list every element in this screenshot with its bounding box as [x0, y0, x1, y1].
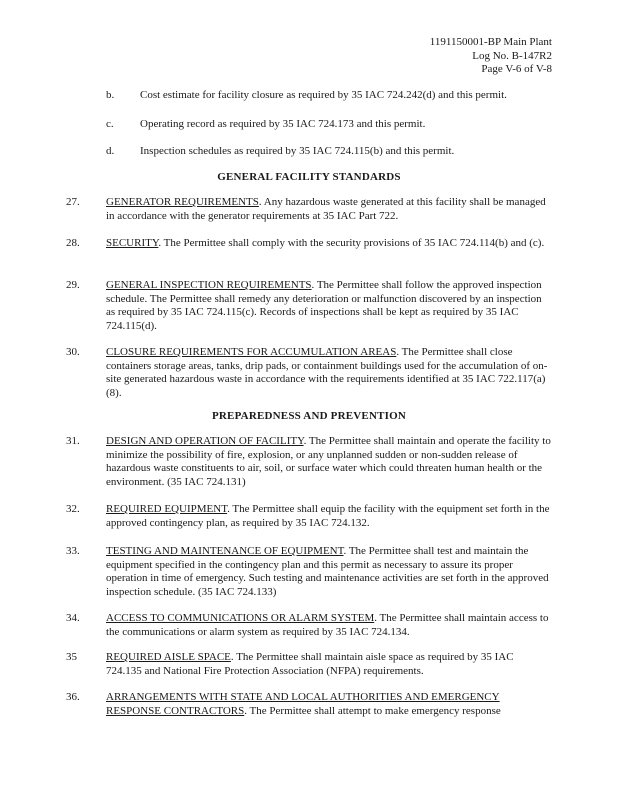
item-text: . The Permittee shall maintain and operate the facility to minimize the possibility of fire, explosion, or any unplanned sudden or non-sudden release of hazardous waste constituents to air, soil, or surface water which could threaten human health or the environment. (35 IAC 724.131)	[106, 435, 551, 488]
section-heading-preparedness: PREPAREDNESS AND PREVENTION	[211, 410, 407, 422]
page-header	[430, 36, 552, 77]
header-log-number: Log No. B-147R2	[472, 49, 552, 62]
item-body	[106, 691, 552, 718]
item-body	[106, 612, 552, 639]
item-number: 36.	[66, 691, 80, 703]
item-title: ACCESS TO COMMUNICATIONS OR ALARM SYSTEM	[106, 612, 375, 624]
item-text: . The Permittee shall test and maintain the equipment specified in the contingency plan and this permit as necessary to assure its proper operation in time of emergency. Such testing and maintenance activities are set forth in the approved inspection schedule. (35 IAC 724.133)	[106, 545, 549, 598]
item-number: 30.	[66, 346, 80, 358]
item-body	[106, 503, 552, 530]
item-number: 28.	[66, 237, 80, 249]
item-body	[106, 346, 552, 400]
section-heading-general: GENERAL FACILITY STANDARDS	[217, 171, 401, 183]
item-number: 29.	[66, 279, 80, 291]
subitem-letter: d.	[106, 145, 115, 157]
subitem-text: Inspection schedules as required by 35 IAC 724.115(b) and this permit.	[140, 145, 455, 157]
subitem-letter: b.	[106, 89, 115, 101]
item-title: DESIGN AND OPERATION OF FACILITY	[106, 435, 304, 447]
item-number: 27.	[66, 196, 80, 208]
item-body	[106, 237, 552, 251]
item-body	[106, 651, 552, 678]
item-number: 32.	[66, 503, 80, 515]
item-text: . The Permittee shall follow the approved inspection schedule. The Permittee shall remedy any deterioration or malfunction discovered by an inspection as required by 35 IAC 724.115(c). Records of inspections shall be kept as required by 35 IAC 724.115(d).	[106, 279, 542, 332]
header-page-number: Page V-6 of V-8	[481, 63, 552, 75]
item-title: REQUIRED AISLE SPACE	[106, 651, 231, 663]
item-title: REQUIRED EQUIPMENT	[106, 503, 228, 515]
item-text: . Any hazardous waste generated at this facility shall be managed in accordance with the generator requirements at 35 IAC Part 722.	[106, 196, 546, 222]
subitem-text: Cost estimate for facility closure as required by 35 IAC 724.242(d) and this permit.	[140, 89, 507, 101]
item-text: . The Permittee shall close containers storage areas, tanks, drip pads, or containment buildings used for the accumulation of on-site generated hazardous waste in accordance with the requirements identified at 35 IAC 722.117(a)(8).	[106, 346, 548, 399]
item-number: 33.	[66, 545, 80, 557]
item-text: . The Permittee shall maintain access to the communications or alarm system as required by 35 IAC 724.134.	[106, 612, 549, 638]
subitem-text: Operating record as required by 35 IAC 724.173 and this permit.	[140, 118, 426, 130]
item-text: . The Permittee shall maintain aisle space as required by 35 IAC 724.135 and National Fire Protection Association (NFPA) requirements.	[106, 651, 514, 677]
item-title: GENERATOR REQUIREMENTS	[106, 196, 259, 208]
item-body	[106, 279, 552, 333]
item-title: CLOSURE REQUIREMENTS FOR ACCUMULATION AREAS	[106, 346, 397, 358]
item-title: TESTING AND MAINTENANCE OF EQUIPMENT	[106, 545, 344, 557]
item-text: . The Permittee shall comply with the security provisions of 35 IAC 724.114(b) and (c).	[158, 237, 545, 249]
header-permit-number: 1191150001-BP Main Plant	[429, 36, 552, 48]
item-title: ARRANGEMENTS WITH STATE AND LOCAL AUTHORITIES AND EMERGENCY RESPONSE CONTRACTORS	[106, 691, 500, 717]
item-title: GENERAL INSPECTION REQUIREMENTS	[106, 279, 312, 291]
item-number: 31.	[66, 435, 80, 447]
subitem-letter: c.	[106, 118, 114, 130]
item-text: . The Permittee shall attempt to make emergency response	[244, 704, 501, 717]
item-body	[106, 196, 552, 223]
item-body	[106, 435, 552, 489]
item-text: . The Permittee shall equip the facility with the equipment set forth in the approved contingency plan, as required by 35 IAC 724.132.	[106, 503, 550, 529]
item-number: 34.	[66, 612, 80, 624]
item-number: 35	[66, 651, 77, 663]
item-body	[106, 545, 552, 599]
item-title: SECURITY	[106, 237, 159, 249]
